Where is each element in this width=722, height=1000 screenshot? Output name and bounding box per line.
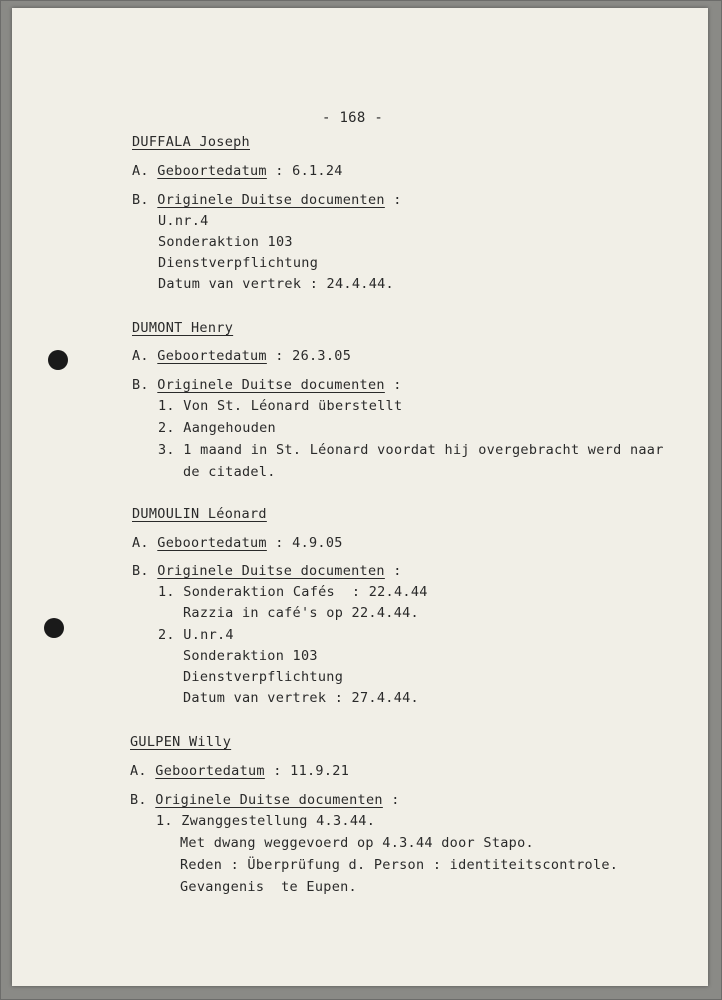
person-name: DUMOULIN Léonard xyxy=(132,506,267,522)
field-b-row: B. Originele Duitse documenten : xyxy=(132,377,402,393)
birthdate-value: : 26.3.05 xyxy=(266,348,352,364)
punch-hole-top xyxy=(48,350,68,370)
birthdate-label: Geboortedatum xyxy=(157,348,267,364)
document-line: 2. Aangehouden xyxy=(158,420,276,436)
document-line: 1. Sonderaktion Cafés : 22.4.44 xyxy=(158,584,428,600)
birthdate-value: : 11.9.21 xyxy=(264,763,350,779)
birthdate-value: : 6.1.24 xyxy=(266,163,343,179)
field-a-row: A. Geboortedatum : 11.9.21 xyxy=(130,763,350,779)
birthdate-label: Geboortedatum xyxy=(157,163,267,179)
field-a-row: A. Geboortedatum : 4.9.05 xyxy=(132,535,343,551)
documents-label: Originele Duitse documenten xyxy=(155,792,383,808)
document-line: Sonderaktion 103 xyxy=(183,648,318,664)
document-line: de citadel. xyxy=(183,464,276,480)
field-b-row: B. Originele Duitse documenten : xyxy=(132,563,402,579)
document-line: Datum van vertrek : 27.4.44. xyxy=(183,690,419,706)
document-line: 1. Zwanggestellung 4.3.44. xyxy=(156,813,376,829)
document-line: U.nr.4 xyxy=(158,213,209,229)
document-line: Met dwang weggevoerd op 4.3.44 door Stapo. xyxy=(180,835,534,851)
punch-hole-bottom xyxy=(44,618,64,638)
person-name: DUMONT Henry xyxy=(132,320,234,336)
document-line: Gevangenis te Eupen. xyxy=(180,879,357,895)
document-line: Reden : Überprüfung d. Person : identiteitscontrole. xyxy=(180,857,619,873)
document-line: Dienstverpflichtung xyxy=(183,669,344,685)
field-a-row: A. Geboortedatum : 6.1.24 xyxy=(132,163,343,179)
document-line: 3. 1 maand in St. Léonard voordat hij overgebracht werd naar xyxy=(158,442,664,458)
document-line: Datum van vertrek : 24.4.44. xyxy=(158,276,394,292)
person-name: GULPEN Willy xyxy=(130,734,232,750)
birthdate-label: Geboortedatum xyxy=(155,763,265,779)
field-a-row: A. Geboortedatum : 26.3.05 xyxy=(132,348,352,364)
documents-label: Originele Duitse documenten xyxy=(157,563,385,579)
person-name: DUFFALA Joseph xyxy=(132,134,250,150)
field-b-row: B. Originele Duitse documenten : xyxy=(130,792,400,808)
birthdate-label: Geboortedatum xyxy=(157,535,267,551)
document-line: 1. Von St. Léonard überstellt xyxy=(158,398,403,414)
document-line: Dienstverpflichtung xyxy=(158,255,319,271)
field-b-row: B. Originele Duitse documenten : xyxy=(132,192,402,208)
document-line: 2. U.nr.4 xyxy=(158,627,234,643)
document-line: Razzia in café's op 22.4.44. xyxy=(183,605,419,621)
birthdate-value: : 4.9.05 xyxy=(266,535,343,551)
document-line: Sonderaktion 103 xyxy=(158,234,293,250)
documents-label: Originele Duitse documenten xyxy=(157,377,385,393)
page-number: - 168 - xyxy=(322,110,384,126)
documents-label: Originele Duitse documenten xyxy=(157,192,385,208)
